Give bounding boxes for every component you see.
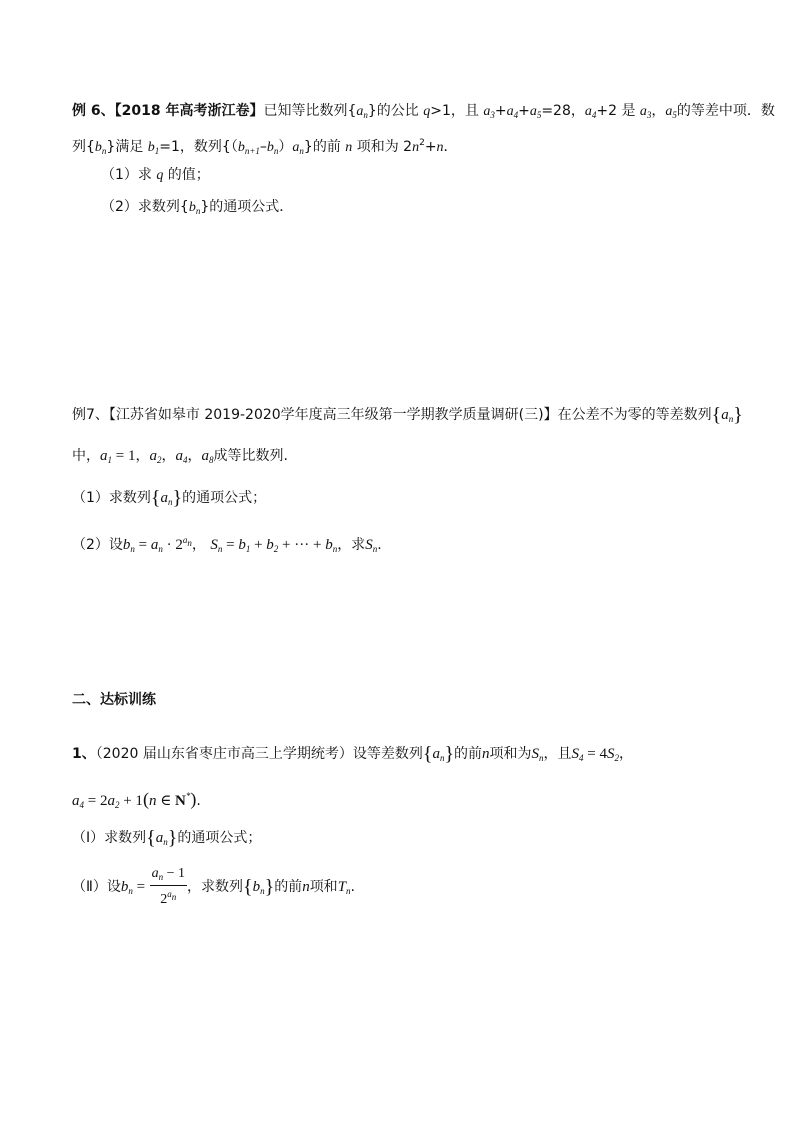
- p1-label: 1、: [72, 746, 96, 762]
- ex7-source: 【江苏省如皋市 2019-2020学年度高三年级第一学期教学质量调研(三)】: [108, 407, 558, 423]
- p1-question-1: （Ⅰ）求数列$\{a_n\}$的通项公式；: [72, 827, 262, 849]
- ex7-line-2: 中，$a_1 = 1$，$a_2$，$a_4$，$a_8$成等比数列.: [72, 448, 288, 465]
- ex6-question-1: （1）求 q 的值；: [101, 167, 210, 183]
- ex7-line-1: 例7、【江苏省如皋市 2019-2020学年度高三年级第一学期教学质量调研(三)】在公差不为零的等差数列$\{a_n\}$: [72, 404, 743, 426]
- section-title: 二、达标训练: [72, 692, 156, 708]
- ex6-line-2: 列$\{b_n\}$满足 $b_1=1$，数列$\{(b_{n+1}-b_n)a_n\}$的前 n 项和为 $2n^2+n$．: [72, 138, 458, 156]
- ex7-question-2: （2）设$b_n = a_n \cdot 2^{a_n}$， $S_n = b_1 + b_2$ + ··· + $b_n$，求$S_n$.: [72, 535, 382, 554]
- ex6-line-1: 例 6、【2018 年高考浙江卷】已知等比数列$\{a_n\}$的公比 q>1，且 $a_3+a_4+a_5=28$，$a_4+2$ 是 $a_3$，$a_5$的等差中项．数: [72, 103, 775, 120]
- p1-source: （2020 届山东省枣庄市高三上学期统考）: [95, 746, 353, 762]
- ex7-question-1: （1）求数列$\{a_n\}$的通项公式；: [72, 487, 267, 509]
- ex6-question-2: （2）求数列$\{b_n\}$的通项公式．: [101, 199, 294, 216]
- ex6-source: 【2018 年高考浙江卷】: [114, 103, 264, 119]
- p1-line-2: $a_4 = 2a_2 + 1(n$ ∈ N*).: [72, 789, 201, 810]
- ex6-label: 例 6、: [72, 103, 115, 119]
- ex7-label: 例7、: [72, 407, 109, 423]
- fraction: $\frac{a_n - 1}{2^{a_n}}$: [151, 866, 185, 907]
- p1-line-1: 1、（2020 届山东省枣庄市高三上学期统考）设等差数列$\{a_n\}$的前n项和为$S_n$，且$S_4 = 4S_2$，: [72, 743, 634, 765]
- p1-question-2: （Ⅱ）设$b_n$ = $\frac{a_n - 1}{2^{a_n}}$ ，求数列$\{b_n\}$的前n项和$T_n$.: [72, 866, 355, 907]
